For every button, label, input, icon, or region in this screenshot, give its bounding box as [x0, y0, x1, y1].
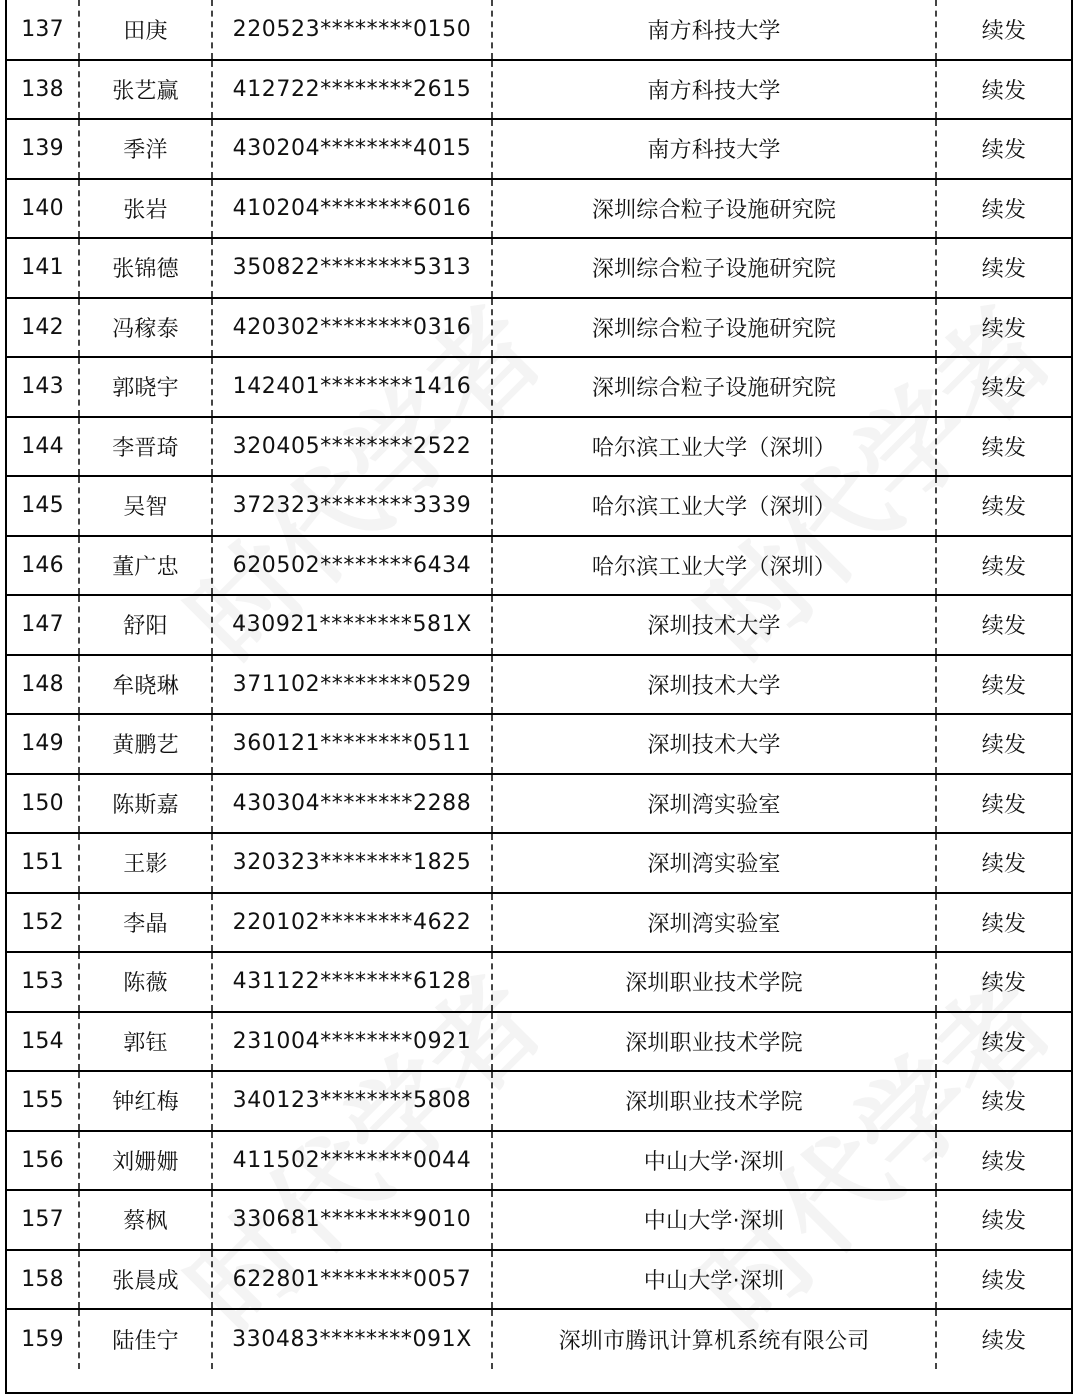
cell-number: 147 — [7, 595, 79, 655]
table-row — [7, 1071, 1071, 1131]
cell-id-number: 431122********6128 — [212, 952, 492, 1012]
cell-organization: 深圳职业技术学院 — [492, 952, 936, 1012]
cell-status: 续发 — [936, 774, 1071, 834]
cell-status: 续发 — [936, 1250, 1071, 1310]
cell-id-number: 320405********2522 — [212, 417, 492, 477]
table-row — [7, 1012, 1071, 1072]
cell-name: 钟红梅 — [79, 1071, 212, 1131]
cell-organization: 南方科技大学 — [492, 60, 936, 120]
cell-id-number: 420302********0316 — [212, 298, 492, 358]
cell-status: 续发 — [936, 1131, 1071, 1191]
cell-organization: 深圳湾实验室 — [492, 833, 936, 893]
cell-status: 续发 — [936, 1012, 1071, 1072]
table-row — [7, 0, 1071, 60]
table-row — [7, 357, 1071, 417]
cell-name: 王影 — [79, 833, 212, 893]
table-row — [7, 833, 1071, 893]
cell-name: 张艺赢 — [79, 60, 212, 120]
cell-id-number: 372323********3339 — [212, 476, 492, 536]
cell-organization: 深圳湾实验室 — [492, 893, 936, 953]
cell-name: 冯稼泰 — [79, 298, 212, 358]
cell-number: 143 — [7, 357, 79, 417]
cell-status: 续发 — [936, 417, 1071, 477]
cell-organization: 中山大学·深圳 — [492, 1131, 936, 1191]
cell-status: 续发 — [936, 1071, 1071, 1131]
cell-name: 张晨成 — [79, 1250, 212, 1310]
table-row — [7, 952, 1071, 1012]
cell-name: 陆佳宁 — [79, 1309, 212, 1369]
cell-status: 续发 — [936, 60, 1071, 120]
cell-number: 148 — [7, 655, 79, 715]
cell-number: 139 — [7, 119, 79, 179]
cell-organization: 中山大学·深圳 — [492, 1190, 936, 1250]
table-row — [7, 893, 1071, 953]
cell-number: 149 — [7, 714, 79, 774]
cell-organization: 南方科技大学 — [492, 0, 936, 60]
table-row — [7, 417, 1071, 477]
table-row — [7, 774, 1071, 834]
cell-number: 138 — [7, 60, 79, 120]
cell-number: 144 — [7, 417, 79, 477]
table-row — [7, 595, 1071, 655]
table-body — [7, 0, 1071, 1369]
cell-organization: 哈尔滨工业大学（深圳） — [492, 476, 936, 536]
cell-name: 黄鹏艺 — [79, 714, 212, 774]
cell-number: 154 — [7, 1012, 79, 1072]
cell-status: 续发 — [936, 1190, 1071, 1250]
cell-number: 140 — [7, 179, 79, 239]
table-row — [7, 238, 1071, 298]
cell-id-number: 360121********0511 — [212, 714, 492, 774]
cell-name: 张锦德 — [79, 238, 212, 298]
table-row — [7, 298, 1071, 358]
cell-number: 157 — [7, 1190, 79, 1250]
cell-id-number: 430304********2288 — [212, 774, 492, 834]
cell-id-number: 350822********5313 — [212, 238, 492, 298]
cell-organization: 深圳市腾讯计算机系统有限公司 — [492, 1309, 936, 1369]
cell-organization: 中山大学·深圳 — [492, 1250, 936, 1310]
cell-number: 151 — [7, 833, 79, 893]
cell-organization: 深圳职业技术学院 — [492, 1071, 936, 1131]
cell-id-number: 371102********0529 — [212, 655, 492, 715]
cell-id-number: 620502********6434 — [212, 536, 492, 596]
table-row — [7, 1131, 1071, 1191]
cell-name: 舒阳 — [79, 595, 212, 655]
cell-number: 150 — [7, 774, 79, 834]
cell-name: 蔡枫 — [79, 1190, 212, 1250]
cell-organization: 深圳技术大学 — [492, 655, 936, 715]
cell-organization: 南方科技大学 — [492, 119, 936, 179]
cell-status: 续发 — [936, 476, 1071, 536]
cell-name: 季洋 — [79, 119, 212, 179]
cell-status: 续发 — [936, 893, 1071, 953]
cell-name: 郭钰 — [79, 1012, 212, 1072]
cell-number: 158 — [7, 1250, 79, 1310]
cell-status: 续发 — [936, 298, 1071, 358]
cell-organization: 深圳湾实验室 — [492, 774, 936, 834]
cell-id-number: 330681********9010 — [212, 1190, 492, 1250]
cell-name: 李晶 — [79, 893, 212, 953]
cell-number: 146 — [7, 536, 79, 596]
cell-status: 续发 — [936, 179, 1071, 239]
cell-id-number: 220523********0150 — [212, 0, 492, 60]
cell-id-number: 142401********1416 — [212, 357, 492, 417]
cell-name: 陈斯嘉 — [79, 774, 212, 834]
cell-organization: 深圳职业技术学院 — [492, 1012, 936, 1072]
cell-status: 续发 — [981, 1328, 1027, 1354]
table-row — [7, 179, 1071, 239]
cell-name: 李晋琦 — [79, 417, 212, 477]
cell-status: 续发 — [936, 119, 1071, 179]
cell-name: 刘姗姗 — [79, 1131, 212, 1191]
table-row — [7, 119, 1071, 179]
table-row — [7, 1250, 1071, 1310]
cell-organization: 深圳技术大学 — [492, 714, 936, 774]
cell-number: 155 — [7, 1071, 79, 1131]
cell-status: 续发 — [936, 357, 1071, 417]
cell-id-number: 320323********1825 — [212, 833, 492, 893]
cell-number: 137 — [7, 0, 79, 60]
cell-id-number: 220102********4622 — [212, 893, 492, 953]
table-row — [7, 476, 1071, 536]
table-row — [7, 714, 1071, 774]
cell-status: 续发 — [936, 0, 1071, 60]
table-row — [7, 655, 1071, 715]
cell-name: 陈薇 — [79, 952, 212, 1012]
cell-id-number: 412722********2615 — [212, 60, 492, 120]
cell-number: 159 — [7, 1309, 79, 1369]
cell-organization: 深圳综合粒子设施研究院 — [492, 357, 936, 417]
cell-name: 张岩 — [79, 179, 212, 239]
cell-status: 续发 — [936, 536, 1071, 596]
cell-organization: 深圳技术大学 — [492, 595, 936, 655]
cell-number: 156 — [7, 1131, 79, 1191]
talent-list-sheet — [5, 0, 1073, 1394]
table-row — [7, 536, 1071, 596]
cell-name: 牟晓琳 — [79, 655, 212, 715]
cell-id-number: 231004********0921 — [212, 1012, 492, 1072]
table-row — [7, 60, 1071, 120]
cell-name: 郭晓宇 — [79, 357, 212, 417]
cell-name: 董广忠 — [79, 536, 212, 596]
cell-number: 142 — [7, 298, 79, 358]
cell-number: 145 — [7, 476, 79, 536]
cell-name: 吴智 — [79, 476, 212, 536]
cell-name: 田庚 — [79, 0, 212, 60]
cell-id-number: 411502********0044 — [212, 1131, 492, 1191]
cell-id-number: 430204********4015 — [212, 119, 492, 179]
table-row — [7, 1309, 1071, 1369]
cell-status: 续发 — [936, 595, 1071, 655]
cell-organization: 深圳综合粒子设施研究院 — [492, 179, 936, 239]
cell-id-number: 330483********091X — [212, 1309, 492, 1369]
cell-organization: 哈尔滨工业大学（深圳） — [492, 536, 936, 596]
cell-id-number: 410204********6016 — [212, 179, 492, 239]
cell-organization: 深圳综合粒子设施研究院 — [492, 238, 936, 298]
cell-status: 续发 — [936, 952, 1071, 1012]
table-row — [7, 1190, 1071, 1250]
cell-number: 152 — [7, 893, 79, 953]
cell-organization: 深圳综合粒子设施研究院 — [492, 298, 936, 358]
cell-organization: 哈尔滨工业大学（深圳） — [492, 417, 936, 477]
cell-status: 续发 — [936, 655, 1071, 715]
cell-status: 续发 — [936, 714, 1071, 774]
cell-status: 续发 — [936, 833, 1071, 893]
talent-table — [7, 0, 1071, 1369]
cell-id-number: 622801********0057 — [212, 1250, 492, 1310]
cell-number: 153 — [7, 952, 79, 1012]
cell-id-number: 430921********581X — [212, 595, 492, 655]
cell-status: 续发 — [936, 238, 1071, 298]
cell-id-number: 340123********5808 — [212, 1071, 492, 1131]
cell-number: 141 — [7, 238, 79, 298]
